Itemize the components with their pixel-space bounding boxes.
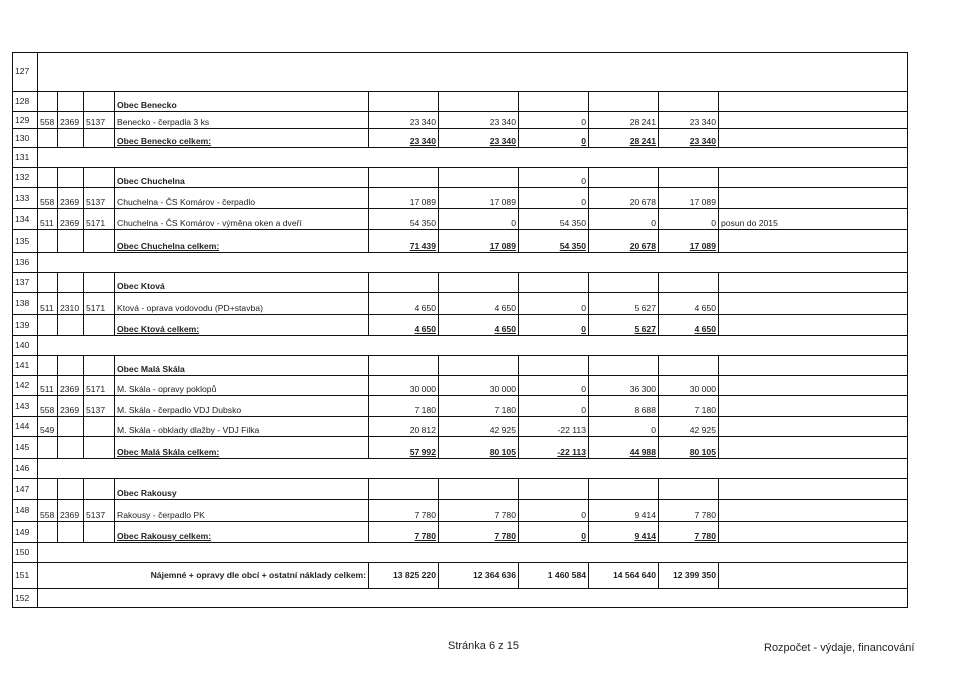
cell-text: Obec Ktová celkem: <box>117 324 200 334</box>
total-v1 <box>369 437 439 458</box>
row-number: 144 <box>12 417 38 436</box>
section-total-label <box>115 230 369 252</box>
table-row <box>12 315 908 336</box>
value-v3: 0 <box>519 112 589 128</box>
cell-text: 17 089 <box>689 241 716 251</box>
cell-note <box>719 188 908 208</box>
cell-note <box>719 230 908 252</box>
value-v4: 36 300 <box>589 376 659 395</box>
total-v3 <box>519 437 589 458</box>
value-v5: 7 180 <box>659 396 719 416</box>
table-row <box>12 129 908 148</box>
table-row <box>12 273 908 293</box>
cell-item <box>84 356 115 375</box>
cell-account <box>38 356 58 375</box>
cell-note <box>719 500 908 521</box>
total-v3 <box>519 315 589 335</box>
total-v1 <box>369 129 439 147</box>
value-v4 <box>589 168 659 187</box>
total-v3 <box>519 129 589 147</box>
value-v3: 0 <box>519 376 589 395</box>
empty-span <box>38 543 908 562</box>
cell-paragraph <box>58 129 84 147</box>
value-v2: 42 925 <box>439 417 519 436</box>
row-number: 134 <box>12 209 38 229</box>
row-number: 128 <box>12 92 38 111</box>
table-row <box>12 168 908 188</box>
cell-note <box>719 479 908 499</box>
cell-item <box>84 129 115 147</box>
value-v5 <box>659 356 719 375</box>
table-row <box>12 148 908 168</box>
empty-span <box>38 253 908 272</box>
row-number: 137 <box>12 273 38 292</box>
value-v3 <box>519 479 589 499</box>
table-row <box>12 437 908 459</box>
cell-text: -22 113 <box>557 447 586 457</box>
table-row <box>12 253 908 273</box>
cell-note <box>719 522 908 542</box>
cell-note <box>719 417 908 436</box>
cell-item: 5137 <box>84 188 115 208</box>
cell-account <box>38 522 58 542</box>
cell-text: 0 <box>581 531 586 541</box>
item-description: M. Skála - opravy poklopů <box>115 376 369 395</box>
value-v1: 30 000 <box>369 376 439 395</box>
value-v1: 7 780 <box>369 500 439 521</box>
value-v2: 23 340 <box>439 112 519 128</box>
table-row <box>12 188 908 209</box>
total-v1 <box>369 522 439 542</box>
cell-paragraph: 2369 <box>58 112 84 128</box>
row-number: 152 <box>12 589 38 607</box>
cell-paragraph: 2369 <box>58 500 84 521</box>
row-number: 147 <box>12 479 38 499</box>
table-row <box>12 92 908 112</box>
cell-note <box>719 563 908 588</box>
value-v3: 0 <box>519 396 589 416</box>
row-number: 151 <box>12 563 38 588</box>
table-row <box>12 522 908 543</box>
grand-total-v1: 13 825 220 <box>369 563 439 588</box>
item-description: Benecko - čerpadla 3 ks <box>115 112 369 128</box>
value-v1: 23 340 <box>369 112 439 128</box>
table-row <box>12 589 908 608</box>
section-title: Obec Rakousy <box>115 479 369 499</box>
value-v4 <box>589 273 659 292</box>
row-number: 129 <box>12 112 38 128</box>
grand-total-v4: 14 564 640 <box>589 563 659 588</box>
total-v5 <box>659 437 719 458</box>
value-v3: 0 <box>519 293 589 314</box>
value-v4 <box>589 92 659 111</box>
empty-span <box>38 336 908 355</box>
cell-paragraph: 2310 <box>58 293 84 314</box>
empty-span <box>38 459 908 478</box>
item-description: Chuchelna - ČS Komárov - výměna oken a dveří <box>115 209 369 229</box>
total-v3 <box>519 230 589 252</box>
total-v4 <box>589 437 659 458</box>
cell-paragraph <box>58 356 84 375</box>
table-row <box>12 356 908 376</box>
value-v2: 30 000 <box>439 376 519 395</box>
cell-note <box>719 376 908 395</box>
empty-span <box>38 148 908 167</box>
value-v5 <box>659 92 719 111</box>
cell-item <box>84 315 115 335</box>
value-v3: -22 113 <box>519 417 589 436</box>
cell-text: 4 650 <box>694 324 716 334</box>
row-number: 133 <box>12 188 38 208</box>
value-v3: 0 <box>519 500 589 521</box>
cell-account <box>38 437 58 458</box>
table-row <box>12 336 908 356</box>
value-v2: 0 <box>439 209 519 229</box>
cell-text: Obec Chuchelna celkem: <box>117 241 220 251</box>
section-title: Obec Chuchelna <box>115 168 369 187</box>
cell-note <box>719 92 908 111</box>
cell-paragraph <box>58 92 84 111</box>
cell-text: 71 439 <box>409 241 436 251</box>
value-v5: 30 000 <box>659 376 719 395</box>
value-v2: 4 650 <box>439 293 519 314</box>
table-row <box>12 293 908 315</box>
total-v5 <box>659 315 719 335</box>
empty-span <box>38 589 908 607</box>
item-description: Ktová - oprava vodovodu (PD+stavba) <box>115 293 369 314</box>
cell-text: 54 350 <box>559 241 586 251</box>
total-v4 <box>589 315 659 335</box>
value-v1 <box>369 168 439 187</box>
table-row <box>12 479 908 500</box>
row-number: 149 <box>12 522 38 542</box>
cell-item: 5137 <box>84 112 115 128</box>
cell-text: 0 <box>581 136 586 146</box>
value-v3: 0 <box>519 168 589 187</box>
cell-text: Obec Rakousy celkem: <box>117 531 212 541</box>
value-v2: 17 089 <box>439 188 519 208</box>
cell-note <box>719 273 908 292</box>
row-number: 135 <box>12 230 38 252</box>
cell-note <box>719 315 908 335</box>
cell-text: 57 992 <box>409 447 436 457</box>
cell-item <box>84 522 115 542</box>
table-row <box>12 112 908 129</box>
cell-text: 17 089 <box>489 241 516 251</box>
value-v1: 7 180 <box>369 396 439 416</box>
value-v4: 0 <box>589 209 659 229</box>
cell-account <box>38 315 58 335</box>
cell-account: 558 <box>38 188 58 208</box>
value-v1: 17 089 <box>369 188 439 208</box>
value-v5: 0 <box>659 209 719 229</box>
cell-paragraph: 2369 <box>58 396 84 416</box>
budget-table <box>12 52 908 608</box>
cell-account: 558 <box>38 396 58 416</box>
cell-item <box>84 230 115 252</box>
cell-text: 5 627 <box>634 324 656 334</box>
total-v2 <box>439 522 519 542</box>
cell-paragraph <box>58 230 84 252</box>
value-v1: 4 650 <box>369 293 439 314</box>
total-v2 <box>439 230 519 252</box>
cell-item <box>84 273 115 292</box>
item-description: Chuchelna - ČS Komárov - čerpadlo <box>115 188 369 208</box>
table-row <box>12 230 908 253</box>
total-v2 <box>439 315 519 335</box>
value-v4 <box>589 356 659 375</box>
section-total-label <box>115 437 369 458</box>
item-description: M. Skála - čerpadlo VDJ Dubsko <box>115 396 369 416</box>
row-number: 131 <box>12 148 38 167</box>
cell-account: 558 <box>38 112 58 128</box>
table-row <box>12 209 908 230</box>
cell-text: 44 988 <box>629 447 656 457</box>
cell-paragraph <box>58 522 84 542</box>
cell-account <box>38 273 58 292</box>
cell-text: 9 414 <box>634 531 656 541</box>
section-title: Obec Ktová <box>115 273 369 292</box>
total-v3 <box>519 522 589 542</box>
value-v2: 7 780 <box>439 500 519 521</box>
table-row <box>12 417 908 437</box>
total-v5 <box>659 230 719 252</box>
value-v3 <box>519 273 589 292</box>
cell-text: 28 241 <box>629 136 656 146</box>
value-v5: 7 780 <box>659 500 719 521</box>
grand-total-label: Nájemné + opravy dle obcí + ostatní náklady celkem: <box>38 563 369 588</box>
row-number: 145 <box>12 437 38 458</box>
cell-item: 5137 <box>84 500 115 521</box>
total-v2 <box>439 129 519 147</box>
cell-text: 23 340 <box>689 136 716 146</box>
value-v4: 20 678 <box>589 188 659 208</box>
value-v1 <box>369 479 439 499</box>
table-row <box>12 543 908 563</box>
cell-note <box>719 437 908 458</box>
cell-item: 5171 <box>84 376 115 395</box>
value-v4: 0 <box>589 417 659 436</box>
cell-item <box>84 479 115 499</box>
cell-account: 511 <box>38 376 58 395</box>
item-description: Rakousy - čerpadlo PK <box>115 500 369 521</box>
cell-item: 5137 <box>84 396 115 416</box>
cell-note <box>719 356 908 375</box>
cell-account: 549 <box>38 417 58 436</box>
cell-text: 4 650 <box>494 324 516 334</box>
cell-account: 511 <box>38 293 58 314</box>
row-number: 127 <box>12 52 38 91</box>
value-v2 <box>439 92 519 111</box>
value-v1 <box>369 273 439 292</box>
cell-item <box>84 92 115 111</box>
value-v4: 28 241 <box>589 112 659 128</box>
cell-paragraph <box>58 479 84 499</box>
cell-text: 0 <box>581 324 586 334</box>
table-row <box>12 459 908 479</box>
value-v5 <box>659 273 719 292</box>
document-title: Rozpočet - výdaje, financování <box>764 642 915 654</box>
value-v4: 5 627 <box>589 293 659 314</box>
cell-text: 7 780 <box>414 531 436 541</box>
table-row <box>12 52 908 92</box>
value-v1 <box>369 356 439 375</box>
value-v3 <box>519 92 589 111</box>
value-v1: 54 350 <box>369 209 439 229</box>
row-number: 146 <box>12 459 38 478</box>
row-number: 141 <box>12 356 38 375</box>
total-v4 <box>589 522 659 542</box>
cell-text: Obec Malá Skála celkem: <box>117 447 220 457</box>
row-number: 148 <box>12 500 38 521</box>
value-v5: 4 650 <box>659 293 719 314</box>
value-v5: 42 925 <box>659 417 719 436</box>
grand-total-v2: 12 364 636 <box>439 563 519 588</box>
cell-text: Obec Benecko celkem: <box>117 136 212 146</box>
table-row <box>12 500 908 522</box>
total-v5 <box>659 129 719 147</box>
section-total-label <box>115 129 369 147</box>
value-v2: 7 180 <box>439 396 519 416</box>
cell-item: 5171 <box>84 209 115 229</box>
value-v1: 20 812 <box>369 417 439 436</box>
value-v3: 0 <box>519 188 589 208</box>
cell-account <box>38 129 58 147</box>
row-number: 140 <box>12 336 38 355</box>
cell-text: 23 340 <box>409 136 436 146</box>
value-v5: 23 340 <box>659 112 719 128</box>
value-v3 <box>519 356 589 375</box>
cell-paragraph <box>58 273 84 292</box>
cell-account <box>38 230 58 252</box>
cell-item <box>84 437 115 458</box>
row-number: 138 <box>12 293 38 314</box>
cell-text: 20 678 <box>629 241 656 251</box>
cell-text: 23 340 <box>489 136 516 146</box>
row-number: 132 <box>12 168 38 187</box>
row-number: 139 <box>12 315 38 335</box>
table-row <box>12 376 908 396</box>
row-number: 142 <box>12 376 38 395</box>
cell-account <box>38 479 58 499</box>
section-title: Obec Malá Skála <box>115 356 369 375</box>
cell-account <box>38 92 58 111</box>
grand-total-v3: 1 460 584 <box>519 563 589 588</box>
section-total-label <box>115 522 369 542</box>
item-description: M. Skála - obklady dlažby - VDJ Filka <box>115 417 369 436</box>
cell-paragraph <box>58 168 84 187</box>
section-title: Obec Benecko <box>115 92 369 111</box>
cell-paragraph: 2369 <box>58 188 84 208</box>
value-v5 <box>659 479 719 499</box>
cell-item <box>84 168 115 187</box>
cell-note <box>719 293 908 314</box>
cell-paragraph <box>58 437 84 458</box>
cell-note: posun do 2015 <box>719 209 908 229</box>
row-number: 143 <box>12 396 38 416</box>
cell-text: 80 105 <box>489 447 516 457</box>
row-number: 130 <box>12 129 38 147</box>
total-v1 <box>369 230 439 252</box>
grand-total-v5: 12 399 350 <box>659 563 719 588</box>
value-v1 <box>369 92 439 111</box>
value-v4: 9 414 <box>589 500 659 521</box>
value-v5 <box>659 168 719 187</box>
cell-note <box>719 168 908 187</box>
value-v4 <box>589 479 659 499</box>
table-row <box>12 563 908 589</box>
value-v3: 54 350 <box>519 209 589 229</box>
cell-paragraph <box>58 315 84 335</box>
cell-text: 80 105 <box>689 447 716 457</box>
cell-item <box>84 417 115 436</box>
total-v2 <box>439 437 519 458</box>
value-v5: 17 089 <box>659 188 719 208</box>
total-v5 <box>659 522 719 542</box>
cell-text: 4 650 <box>414 324 436 334</box>
cell-text: 7 780 <box>494 531 516 541</box>
cell-paragraph: 2369 <box>58 209 84 229</box>
section-total-label <box>115 315 369 335</box>
cell-account: 511 <box>38 209 58 229</box>
cell-paragraph: 2369 <box>58 376 84 395</box>
empty-span <box>38 52 908 91</box>
cell-account <box>38 168 58 187</box>
value-v2 <box>439 356 519 375</box>
total-v4 <box>589 129 659 147</box>
cell-paragraph <box>58 417 84 436</box>
value-v4: 8 688 <box>589 396 659 416</box>
cell-item: 5171 <box>84 293 115 314</box>
value-v2 <box>439 479 519 499</box>
row-number: 136 <box>12 253 38 272</box>
value-v2 <box>439 273 519 292</box>
value-v2 <box>439 168 519 187</box>
total-v4 <box>589 230 659 252</box>
cell-note <box>719 112 908 128</box>
page-number: Stránka 6 z 15 <box>448 640 519 652</box>
total-v1 <box>369 315 439 335</box>
table-row <box>12 396 908 417</box>
cell-note <box>719 396 908 416</box>
cell-note <box>719 129 908 147</box>
cell-account: 558 <box>38 500 58 521</box>
row-number: 150 <box>12 543 38 562</box>
cell-text: 7 780 <box>694 531 716 541</box>
